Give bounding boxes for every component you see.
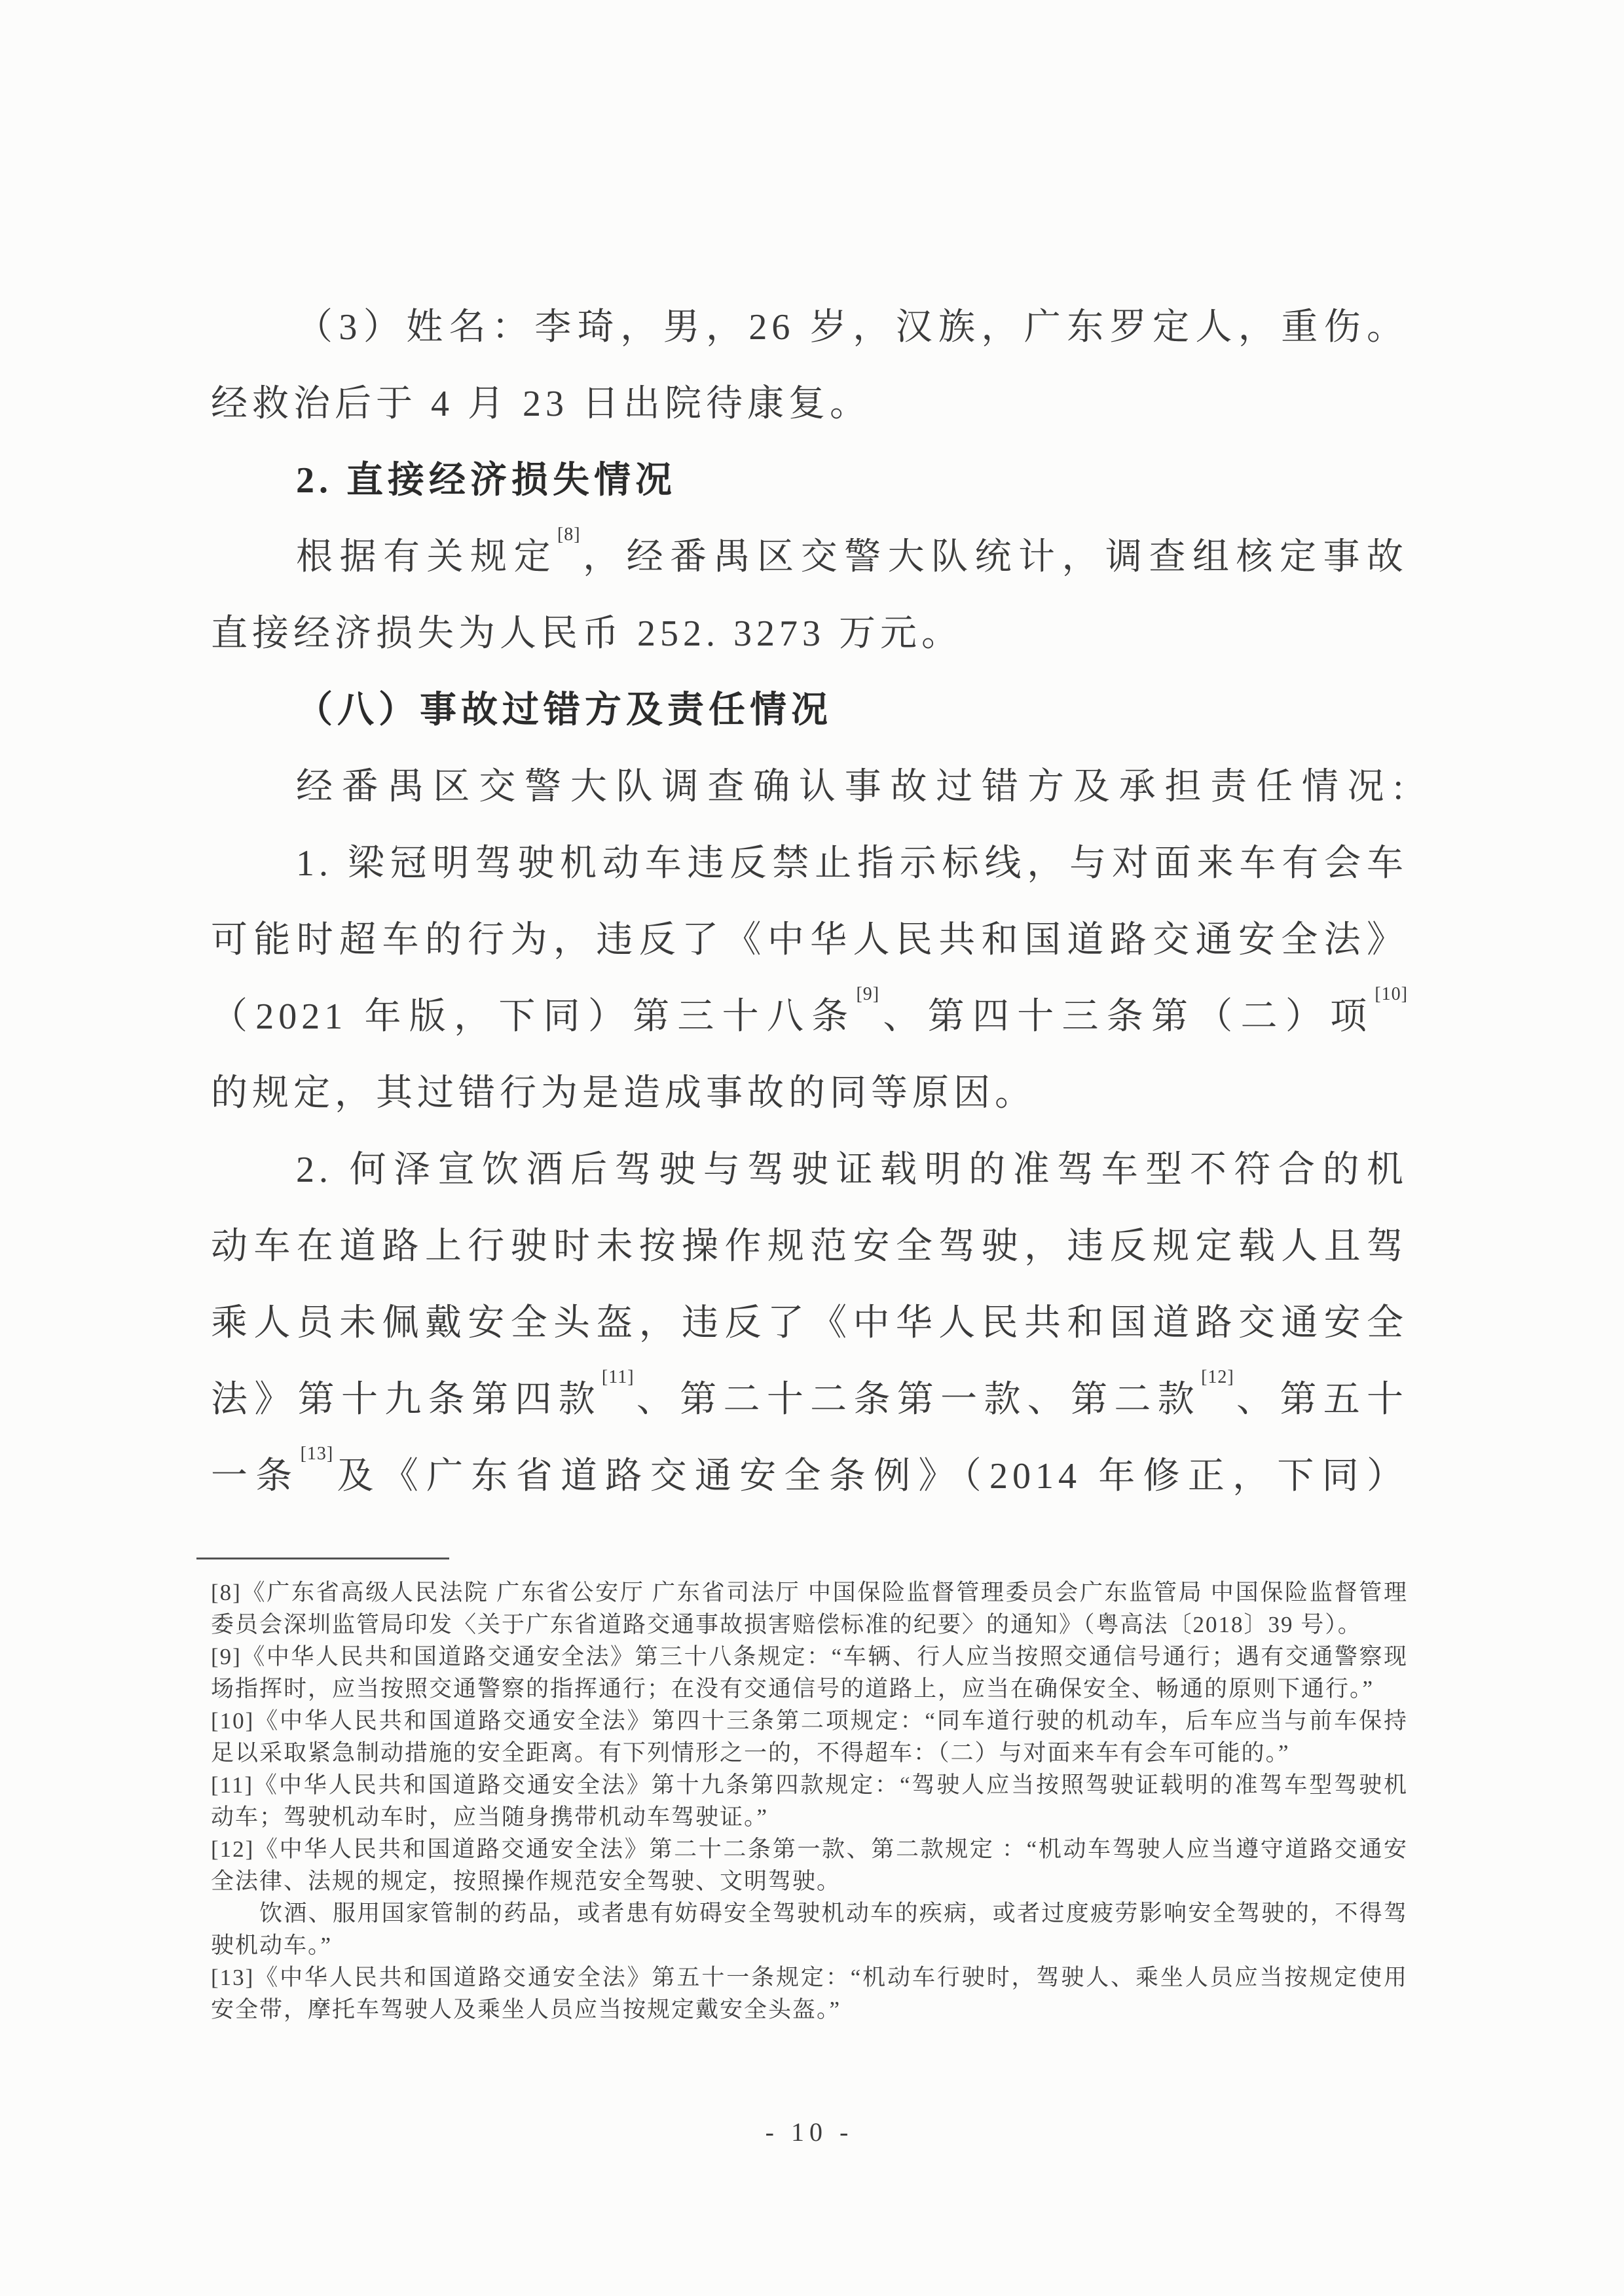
footnote-line: 安全带，摩托车驾驶人及乘坐人员应当按规定戴安全头盔。” [211,1997,841,2022]
body-line [211,1072,1408,1114]
body-line-text: 及《广东省道路交通安全条例》（2014 年修正，下同） [333,1456,1409,1497]
body-line-text: 可能时超车的行为，违反了《中华人民共和国道路交通安全法》 [211,920,1408,960]
body-line-text: 经番禺区交警大队调查确认事故过错方及承担责任情况: [296,767,1408,807]
footnote-line: 动车；驾驶机动车时，应当随身携带机动车驾驶证。” [211,1804,769,1830]
body-line [211,766,1408,808]
body-line [211,306,1408,348]
footnote-line: [11]《中华人民共和国道路交通安全法》第十九条第四款规定：“驾驶人应当按照驾驶证载明的准驾车型驾驶机 [211,1772,1408,1798]
body-line [211,1444,1409,1497]
body-line-text: 直接经济损失为人民币 252. 3273 万元。 [211,613,963,654]
body-line [211,1367,1409,1421]
body-line-text: 、第四十三条第（二）项 [879,996,1375,1037]
footnote-ref: [10] [1375,984,1409,1005]
footnote-line: 驶机动车。” [211,1933,333,1958]
footnote-ref: [13] [300,1444,334,1465]
body-line [211,1226,1408,1267]
body-line [211,383,1408,425]
body-line-text: 根据有关规定 [296,537,557,577]
footnote-line: [13]《中华人民共和国道路交通安全法》第五十一条规定：“机动车行驶时，驾驶人、乘坐人员应当按规定使用 [211,1965,1408,1990]
body-line-text: 一条 [211,1456,301,1497]
body-line [211,1149,1408,1191]
footnote-line: [12]《中华人民共和国道路交通安全法》第二十二条第一款、第二款规定 ：“机动车驾驶人应当遵守道路交通安 [211,1836,1408,1862]
body-line-text: 乘人员未佩戴安全头盔，违反了《中华人民共和国道路交通安全 [211,1303,1408,1343]
body-line [211,524,1409,578]
footnote-line: 场指挥时，应当按照交通警察的指挥通行；在没有交通信号的道路上，应当在确保安全、畅通的原则下通行。” [211,1676,1375,1702]
body-line-text: （2021 年版，下同）第三十八条 [211,996,857,1037]
body-line-text: 、第五十 [1234,1379,1409,1420]
body-line-text: 法》第十九条第四款 [211,1379,602,1420]
page-number: - 10 - [765,2117,854,2147]
body-line-text: 动车在道路上行驶时未按操作规范安全驾驶，违反规定载人且驾 [211,1226,1408,1267]
body-line-text: 2. 直接经济损失情况 [296,460,676,501]
body-line [211,1302,1408,1344]
footnote-line: 饮酒、服用国家管制的药品，或者患有妨碍安全驾驶机动车的疾病，或者过度疲劳影响安全驾驶的，不得驾 [259,1901,1408,1926]
body-line-text: ，经番禺区交警大队统计，调查组核定事故 [580,537,1409,577]
footnote-ref: [9] [856,984,880,1005]
body-line [211,843,1408,884]
footnote-separator [196,1558,449,1559]
footnote-line: [10]《中华人民共和国道路交通安全法》第四十三条第二项规定：“同车道行驶的机动车，后车应当与前车保持 [211,1708,1408,1734]
body-line-text: 经救治后于 4 月 23 日出院待康复。 [211,384,871,424]
body-line [211,613,1408,655]
footnote-line: [9]《中华人民共和国道路交通安全法》第三十八条规定：“车辆、行人应当按照交通信号通行；遇有交通警察现 [211,1644,1408,1669]
body-line [211,919,1408,961]
footnote-line: 足以采取紧急制动措施的安全距离。有下列情形之一的，不得超车：（二）与对面来车有会车可能的。” [211,1740,1290,1766]
body-line-text: 2. 何泽宣饮酒后驾驶与驾驶证载明的准驾车型不符合的机 [296,1150,1408,1190]
footnote-line: 全法律、法规的规定，按照操作规范安全驾驶、文明驾驶。 [211,1868,841,1894]
body-line [211,689,1408,731]
body-line-text: 、第二十二条第一款、第二款 [634,1379,1202,1420]
body-line-text: 的规定，其过错行为是造成事故的同等原因。 [211,1073,1036,1114]
footnote-ref: [11] [601,1367,635,1388]
body-line [211,460,1408,501]
footnote-ref: [8] [557,524,581,545]
footnote-line: 委员会深圳监管局印发〈关于广东省道路交通事故损害赔偿标准的纪要〉的通知》（粤高法〔2018〕39 号）。 [211,1612,1362,1637]
footnote-line: [8]《广东省高级人民法院 广东省公安厅 广东省司法厅 中国保险监督管理委员会广东监管局 中国保险监督管理 [211,1580,1408,1605]
footnote-ref: [12] [1201,1367,1234,1388]
body-line-text: （八）事故过错方及责任情况 [296,690,832,731]
body-line [211,984,1409,1038]
body-line-text: 1. 梁冠明驾驶机动车违反禁止指示标线，与对面来车有会车 [296,843,1408,884]
body-line-text: （3）姓名：李琦，男，26 岁，汉族，广东罗定人，重伤。 [296,307,1408,348]
